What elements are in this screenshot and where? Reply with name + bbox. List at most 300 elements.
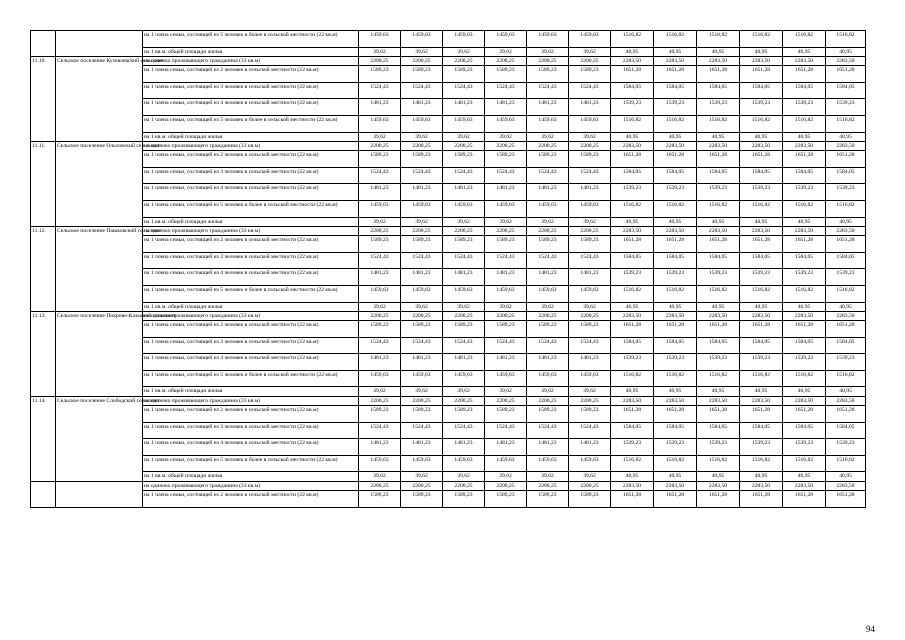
value-cell: 1524,43: [569, 252, 611, 269]
value-cell: 1516,82: [697, 285, 740, 302]
value-cell: 1524,43: [443, 82, 485, 99]
value-cell: 1589,23: [443, 491, 485, 508]
value-cell: 1589,23: [401, 491, 443, 508]
value-cell: 1459,63: [485, 31, 527, 48]
value-cell: 1516,82: [611, 455, 654, 472]
value-cell: 1481,23: [401, 354, 443, 371]
value-cell: 1651,28: [740, 66, 783, 83]
value-cell: 39,62: [401, 387, 443, 396]
value-cell: 1481,23: [569, 439, 611, 456]
row-description: на 1 члена семьи, состоящей из 3 человек в сельской местности (22 кв.м): [143, 337, 359, 354]
value-cell: 1539,23: [783, 354, 826, 371]
value-cell: 1584,05: [740, 167, 783, 184]
value-cell: 1539,23: [826, 269, 866, 286]
value-cell: 40,95: [697, 132, 740, 141]
value-cell: 1651,28: [611, 66, 654, 83]
value-cell: 1459,63: [443, 455, 485, 472]
value-cell: 40,95: [783, 472, 826, 481]
value-cell: 39,62: [569, 132, 611, 141]
value-cell: 2200,25: [569, 56, 611, 65]
value-cell: 1589,23: [359, 491, 401, 508]
value-cell: 1539,23: [826, 354, 866, 371]
value-cell: 1524,43: [359, 82, 401, 99]
table-row: [31, 422, 866, 439]
value-cell: 1459,63: [401, 455, 443, 472]
value-cell: 1539,23: [783, 439, 826, 456]
value-cell: 39,62: [527, 302, 569, 311]
value-cell: 1589,23: [527, 321, 569, 338]
value-cell: 1524,43: [485, 82, 527, 99]
value-cell: 1539,23: [740, 99, 783, 116]
value-cell: 1524,43: [401, 252, 443, 269]
value-cell: 1516,82: [826, 200, 866, 217]
value-cell: 2283,50: [654, 311, 697, 320]
section-number: 11.11.: [31, 141, 56, 226]
table-row: [31, 311, 866, 320]
value-cell: 2200,25: [485, 311, 527, 320]
value-cell: 1651,28: [740, 321, 783, 338]
value-cell: 1524,43: [443, 167, 485, 184]
table-row: [31, 115, 866, 132]
value-cell: 40,95: [740, 217, 783, 226]
value-cell: 2283,50: [740, 56, 783, 65]
value-cell: 2283,50: [611, 226, 654, 235]
value-cell: 1539,23: [611, 354, 654, 371]
value-cell: 1584,05: [826, 252, 866, 269]
row-description: на 1 члена семьи, состоящей из 5 человек и более в сельской местности (22 кв.м): [143, 115, 359, 132]
value-cell: 1651,28: [826, 321, 866, 338]
value-cell: 1651,28: [697, 406, 740, 423]
table-row: [31, 285, 866, 302]
value-cell: 1481,23: [359, 269, 401, 286]
value-cell: 39,62: [401, 472, 443, 481]
table-row: [31, 31, 866, 48]
value-cell: 1651,28: [783, 321, 826, 338]
value-cell: 2200,25: [401, 226, 443, 235]
value-cell: 1584,05: [826, 167, 866, 184]
value-cell: 1516,82: [826, 370, 866, 387]
value-cell: 1481,23: [569, 269, 611, 286]
value-cell: 40,95: [697, 217, 740, 226]
value-cell: 1481,23: [527, 269, 569, 286]
value-cell: 1516,82: [826, 115, 866, 132]
value-cell: 1651,28: [826, 406, 866, 423]
table-row: [31, 47, 866, 56]
section-name: [56, 31, 143, 57]
value-cell: 1481,23: [359, 99, 401, 116]
value-cell: 39,62: [527, 132, 569, 141]
value-cell: 1584,05: [697, 422, 740, 439]
value-cell: 40,95: [740, 387, 783, 396]
value-cell: 2200,25: [443, 311, 485, 320]
row-description: на 1 члена семьи, состоящей из 4 человек в сельской местности (22 кв.м): [143, 184, 359, 201]
value-cell: 1524,43: [527, 337, 569, 354]
value-cell: 1459,63: [485, 285, 527, 302]
value-cell: 1481,23: [359, 184, 401, 201]
value-cell: 1584,05: [654, 82, 697, 99]
value-cell: 40,95: [740, 302, 783, 311]
row-description: на 1 члена семьи, состоящей из 2 человек в сельской местности (22 кв.м): [143, 66, 359, 83]
value-cell: 1651,28: [740, 151, 783, 168]
value-cell: 1539,23: [654, 99, 697, 116]
value-cell: 1459,63: [527, 200, 569, 217]
value-cell: 2283,50: [654, 396, 697, 405]
value-cell: 1589,23: [401, 236, 443, 253]
value-cell: 1481,23: [485, 269, 527, 286]
value-cell: 1539,23: [697, 439, 740, 456]
row-description: на 1 члена семьи, состоящей из 2 человек в сельской местности (22 кв.м): [143, 151, 359, 168]
value-cell: 2283,50: [740, 311, 783, 320]
value-cell: 2200,25: [527, 396, 569, 405]
value-cell: 1589,23: [569, 491, 611, 508]
value-cell: 1589,23: [527, 66, 569, 83]
value-cell: 2283,50: [783, 226, 826, 235]
value-cell: 1481,23: [485, 439, 527, 456]
value-cell: 1459,63: [401, 285, 443, 302]
value-cell: 1516,82: [740, 285, 783, 302]
value-cell: 2200,25: [359, 56, 401, 65]
value-cell: 1481,23: [443, 269, 485, 286]
value-cell: 2200,25: [443, 481, 485, 490]
value-cell: 40,95: [783, 387, 826, 396]
value-cell: 2200,25: [569, 481, 611, 490]
value-cell: 1516,82: [654, 455, 697, 472]
value-cell: 1651,28: [783, 236, 826, 253]
page-number: 94: [866, 624, 875, 634]
value-cell: 40,95: [826, 47, 866, 56]
value-cell: 1584,05: [611, 422, 654, 439]
value-cell: 2283,50: [783, 396, 826, 405]
value-cell: 1524,43: [485, 252, 527, 269]
table-row: [31, 491, 866, 508]
value-cell: 1481,23: [359, 354, 401, 371]
value-cell: 1589,23: [527, 406, 569, 423]
value-cell: 1539,23: [740, 354, 783, 371]
value-cell: 1589,23: [401, 406, 443, 423]
value-cell: 2200,25: [359, 396, 401, 405]
value-cell: 2200,25: [527, 226, 569, 235]
value-cell: 2200,25: [443, 396, 485, 405]
value-cell: 39,62: [443, 217, 485, 226]
section-number: [31, 31, 56, 57]
value-cell: 1584,05: [740, 82, 783, 99]
value-cell: 40,95: [740, 47, 783, 56]
value-cell: 1459,63: [485, 370, 527, 387]
value-cell: 1516,82: [611, 370, 654, 387]
value-cell: 1539,23: [826, 439, 866, 456]
value-cell: 1516,82: [783, 455, 826, 472]
row-description: на 1 члена семьи, состоящей из 4 человек в сельской местности (22 кв.м): [143, 269, 359, 286]
section-number: 11.14.: [31, 396, 56, 481]
value-cell: 1589,23: [359, 66, 401, 83]
value-cell: 1524,43: [401, 82, 443, 99]
value-cell: 2200,25: [401, 396, 443, 405]
section-name: Сельское поселение Пашковский сельсовет: [56, 226, 143, 311]
value-cell: 1516,82: [740, 455, 783, 472]
value-cell: 1589,23: [443, 321, 485, 338]
value-cell: 39,62: [569, 387, 611, 396]
table-row: [31, 354, 866, 371]
value-cell: 2200,25: [401, 141, 443, 150]
value-cell: 2200,25: [485, 226, 527, 235]
value-cell: 1584,05: [654, 337, 697, 354]
value-cell: 1524,43: [359, 167, 401, 184]
value-cell: 1589,23: [359, 321, 401, 338]
value-cell: 1459,63: [359, 455, 401, 472]
value-cell: 2283,50: [697, 56, 740, 65]
value-cell: 1651,28: [740, 491, 783, 508]
value-cell: 1589,23: [485, 66, 527, 83]
row-description: на 1 кв.м. общей площади жилья: [143, 217, 359, 226]
row-description: на одиноко проживающего гражданина (33 кв.м): [143, 481, 359, 490]
value-cell: 40,95: [611, 387, 654, 396]
value-cell: 1481,23: [569, 99, 611, 116]
value-cell: 1516,82: [611, 31, 654, 48]
value-cell: 1651,28: [611, 406, 654, 423]
value-cell: 39,62: [359, 302, 401, 311]
value-cell: 2200,25: [527, 56, 569, 65]
value-cell: 1516,82: [611, 200, 654, 217]
value-cell: 1651,28: [740, 236, 783, 253]
value-cell: 1539,23: [611, 99, 654, 116]
value-cell: 39,62: [443, 47, 485, 56]
value-cell: 1584,05: [697, 167, 740, 184]
value-cell: 1584,05: [826, 82, 866, 99]
table-row: [31, 226, 866, 235]
value-cell: 1459,63: [527, 370, 569, 387]
value-cell: 1539,23: [654, 439, 697, 456]
value-cell: 2283,50: [697, 481, 740, 490]
value-cell: 39,62: [569, 302, 611, 311]
value-cell: 1524,43: [485, 337, 527, 354]
value-cell: 1539,23: [740, 269, 783, 286]
value-cell: 1459,63: [401, 115, 443, 132]
value-cell: 1589,23: [401, 66, 443, 83]
value-cell: 1584,05: [611, 337, 654, 354]
row-description: на 1 члена семьи, состоящей из 3 человек в сельской местности (22 кв.м): [143, 252, 359, 269]
row-description: на 1 члена семьи, состоящей из 2 человек в сельской местности (22 кв.м): [143, 491, 359, 508]
value-cell: 39,62: [401, 302, 443, 311]
row-description: на одиноко проживающего гражданина (33 кв.м): [143, 226, 359, 235]
value-cell: 2283,50: [611, 396, 654, 405]
value-cell: 39,62: [527, 217, 569, 226]
value-cell: 39,62: [359, 132, 401, 141]
value-cell: 1459,63: [443, 370, 485, 387]
value-cell: 2283,50: [826, 226, 866, 235]
value-cell: 1459,63: [569, 31, 611, 48]
value-cell: 40,95: [783, 132, 826, 141]
value-cell: 1481,23: [401, 99, 443, 116]
value-cell: 1524,43: [359, 252, 401, 269]
value-cell: 1584,05: [740, 252, 783, 269]
row-description: на 1 члена семьи, состоящей из 5 человек и более в сельской местности (22 кв.м): [143, 200, 359, 217]
table-row: [31, 56, 866, 65]
value-cell: 40,95: [783, 47, 826, 56]
value-cell: 40,95: [826, 472, 866, 481]
value-cell: 1524,43: [569, 337, 611, 354]
value-cell: 39,62: [527, 47, 569, 56]
table-row: [31, 406, 866, 423]
value-cell: 39,62: [359, 472, 401, 481]
value-cell: 1584,05: [611, 82, 654, 99]
value-cell: 1524,43: [359, 337, 401, 354]
table-row: [31, 66, 866, 83]
table-row: [31, 396, 866, 405]
value-cell: 39,62: [401, 47, 443, 56]
value-cell: 1539,23: [826, 99, 866, 116]
value-cell: 39,62: [443, 472, 485, 481]
value-cell: 1589,23: [569, 406, 611, 423]
value-cell: 39,62: [401, 132, 443, 141]
value-cell: 1516,82: [697, 200, 740, 217]
value-cell: 2283,50: [654, 141, 697, 150]
value-cell: 1589,23: [569, 236, 611, 253]
row-description: на 1 члена семьи, состоящей из 3 человек в сельской местности (22 кв.м): [143, 167, 359, 184]
value-cell: 1516,82: [654, 115, 697, 132]
value-cell: 1516,82: [697, 31, 740, 48]
value-cell: 1516,82: [611, 115, 654, 132]
value-cell: 1459,63: [401, 200, 443, 217]
value-cell: 1589,23: [401, 321, 443, 338]
value-cell: 2283,50: [783, 141, 826, 150]
value-cell: 1589,23: [569, 321, 611, 338]
value-cell: 2200,25: [569, 396, 611, 405]
value-cell: 1459,63: [527, 31, 569, 48]
value-cell: 39,62: [485, 472, 527, 481]
value-cell: 1516,82: [740, 31, 783, 48]
value-cell: 1584,05: [826, 337, 866, 354]
value-cell: 1481,23: [527, 184, 569, 201]
table-row: [31, 321, 866, 338]
value-cell: 1524,43: [527, 167, 569, 184]
value-cell: 1516,82: [826, 285, 866, 302]
value-cell: 1524,43: [359, 422, 401, 439]
value-cell: 2200,25: [485, 396, 527, 405]
table-row: [31, 141, 866, 150]
table-row: [31, 252, 866, 269]
value-cell: 1459,63: [527, 285, 569, 302]
value-cell: 1481,23: [485, 99, 527, 116]
value-cell: 1651,28: [654, 321, 697, 338]
value-cell: 1524,43: [569, 167, 611, 184]
value-cell: 39,62: [401, 217, 443, 226]
value-cell: 1589,23: [359, 236, 401, 253]
row-description: на 1 члена семьи, состоящей из 5 человек и более в сельской местности (22 кв.м): [143, 31, 359, 48]
value-cell: 1539,23: [654, 269, 697, 286]
value-cell: 1539,23: [697, 99, 740, 116]
value-cell: 1516,82: [783, 200, 826, 217]
table-row: [31, 370, 866, 387]
value-cell: 1459,63: [485, 455, 527, 472]
value-cell: 1524,43: [443, 252, 485, 269]
value-cell: 40,95: [611, 472, 654, 481]
row-description: на одиноко проживающего гражданина (33 кв.м): [143, 56, 359, 65]
value-cell: 2283,50: [783, 481, 826, 490]
value-cell: 2200,25: [401, 56, 443, 65]
value-cell: 1584,05: [654, 252, 697, 269]
value-cell: 2200,25: [485, 141, 527, 150]
row-description: на 1 кв.м. общей площади жилья: [143, 47, 359, 56]
value-cell: 2283,50: [826, 311, 866, 320]
table-row: [31, 337, 866, 354]
value-cell: 1481,23: [485, 184, 527, 201]
value-cell: 1584,05: [697, 252, 740, 269]
value-cell: 1651,28: [826, 236, 866, 253]
value-cell: 40,95: [697, 302, 740, 311]
value-cell: 1651,28: [783, 491, 826, 508]
value-cell: 1589,23: [359, 151, 401, 168]
value-cell: 40,95: [654, 387, 697, 396]
value-cell: 1459,63: [569, 370, 611, 387]
table-row: [31, 439, 866, 456]
value-cell: 1651,28: [611, 151, 654, 168]
value-cell: 1524,43: [569, 422, 611, 439]
value-cell: 2200,25: [569, 226, 611, 235]
value-cell: 1516,82: [654, 370, 697, 387]
value-cell: 1524,43: [401, 167, 443, 184]
value-cell: 1584,05: [611, 167, 654, 184]
value-cell: 1524,43: [443, 422, 485, 439]
value-cell: 1589,23: [569, 66, 611, 83]
value-cell: 1524,43: [485, 422, 527, 439]
row-description: на одиноко проживающего гражданина (33 кв.м): [143, 396, 359, 405]
value-cell: 1459,63: [527, 455, 569, 472]
value-cell: 1459,63: [401, 370, 443, 387]
value-cell: 1516,82: [783, 370, 826, 387]
row-description: на 1 члена семьи, состоящей из 2 человек в сельской местности (22 кв.м): [143, 236, 359, 253]
value-cell: 40,95: [697, 47, 740, 56]
value-cell: 40,95: [697, 387, 740, 396]
value-cell: 40,95: [826, 217, 866, 226]
row-description: на 1 члена семьи, состоящей из 5 человек и более в сельской местности (22 кв.м): [143, 455, 359, 472]
table-row: [31, 481, 866, 490]
value-cell: 1539,23: [783, 99, 826, 116]
value-cell: 1516,82: [826, 455, 866, 472]
value-cell: 2200,25: [443, 56, 485, 65]
value-cell: 2200,25: [527, 141, 569, 150]
value-cell: 39,62: [485, 47, 527, 56]
value-cell: 1516,82: [740, 115, 783, 132]
value-cell: 1651,28: [654, 151, 697, 168]
value-cell: 2283,50: [826, 56, 866, 65]
row-description: на 1 члена семьи, состоящей из 3 человек в сельской местности (22 кв.м): [143, 82, 359, 99]
value-cell: 1651,28: [826, 491, 866, 508]
value-cell: 1539,23: [654, 184, 697, 201]
section-name: Сельское поселение Покрово-Казацкий сельсовет: [56, 311, 143, 396]
value-cell: 40,95: [654, 302, 697, 311]
value-cell: 40,95: [611, 217, 654, 226]
value-cell: 1651,28: [783, 406, 826, 423]
value-cell: 1481,23: [443, 99, 485, 116]
value-cell: 1651,28: [611, 321, 654, 338]
value-cell: 1459,63: [485, 200, 527, 217]
value-cell: 1459,63: [359, 370, 401, 387]
value-cell: 1481,23: [527, 99, 569, 116]
value-cell: 1584,05: [783, 422, 826, 439]
value-cell: 1584,05: [611, 252, 654, 269]
value-cell: 1589,23: [569, 151, 611, 168]
value-cell: 40,95: [826, 387, 866, 396]
value-cell: 2283,50: [740, 396, 783, 405]
value-cell: 40,95: [611, 132, 654, 141]
value-cell: 1589,23: [485, 236, 527, 253]
value-cell: 40,95: [611, 302, 654, 311]
value-cell: 1651,28: [697, 321, 740, 338]
value-cell: 40,95: [826, 132, 866, 141]
value-cell: 1651,28: [740, 406, 783, 423]
value-cell: 1584,05: [783, 82, 826, 99]
value-cell: 1539,23: [740, 184, 783, 201]
